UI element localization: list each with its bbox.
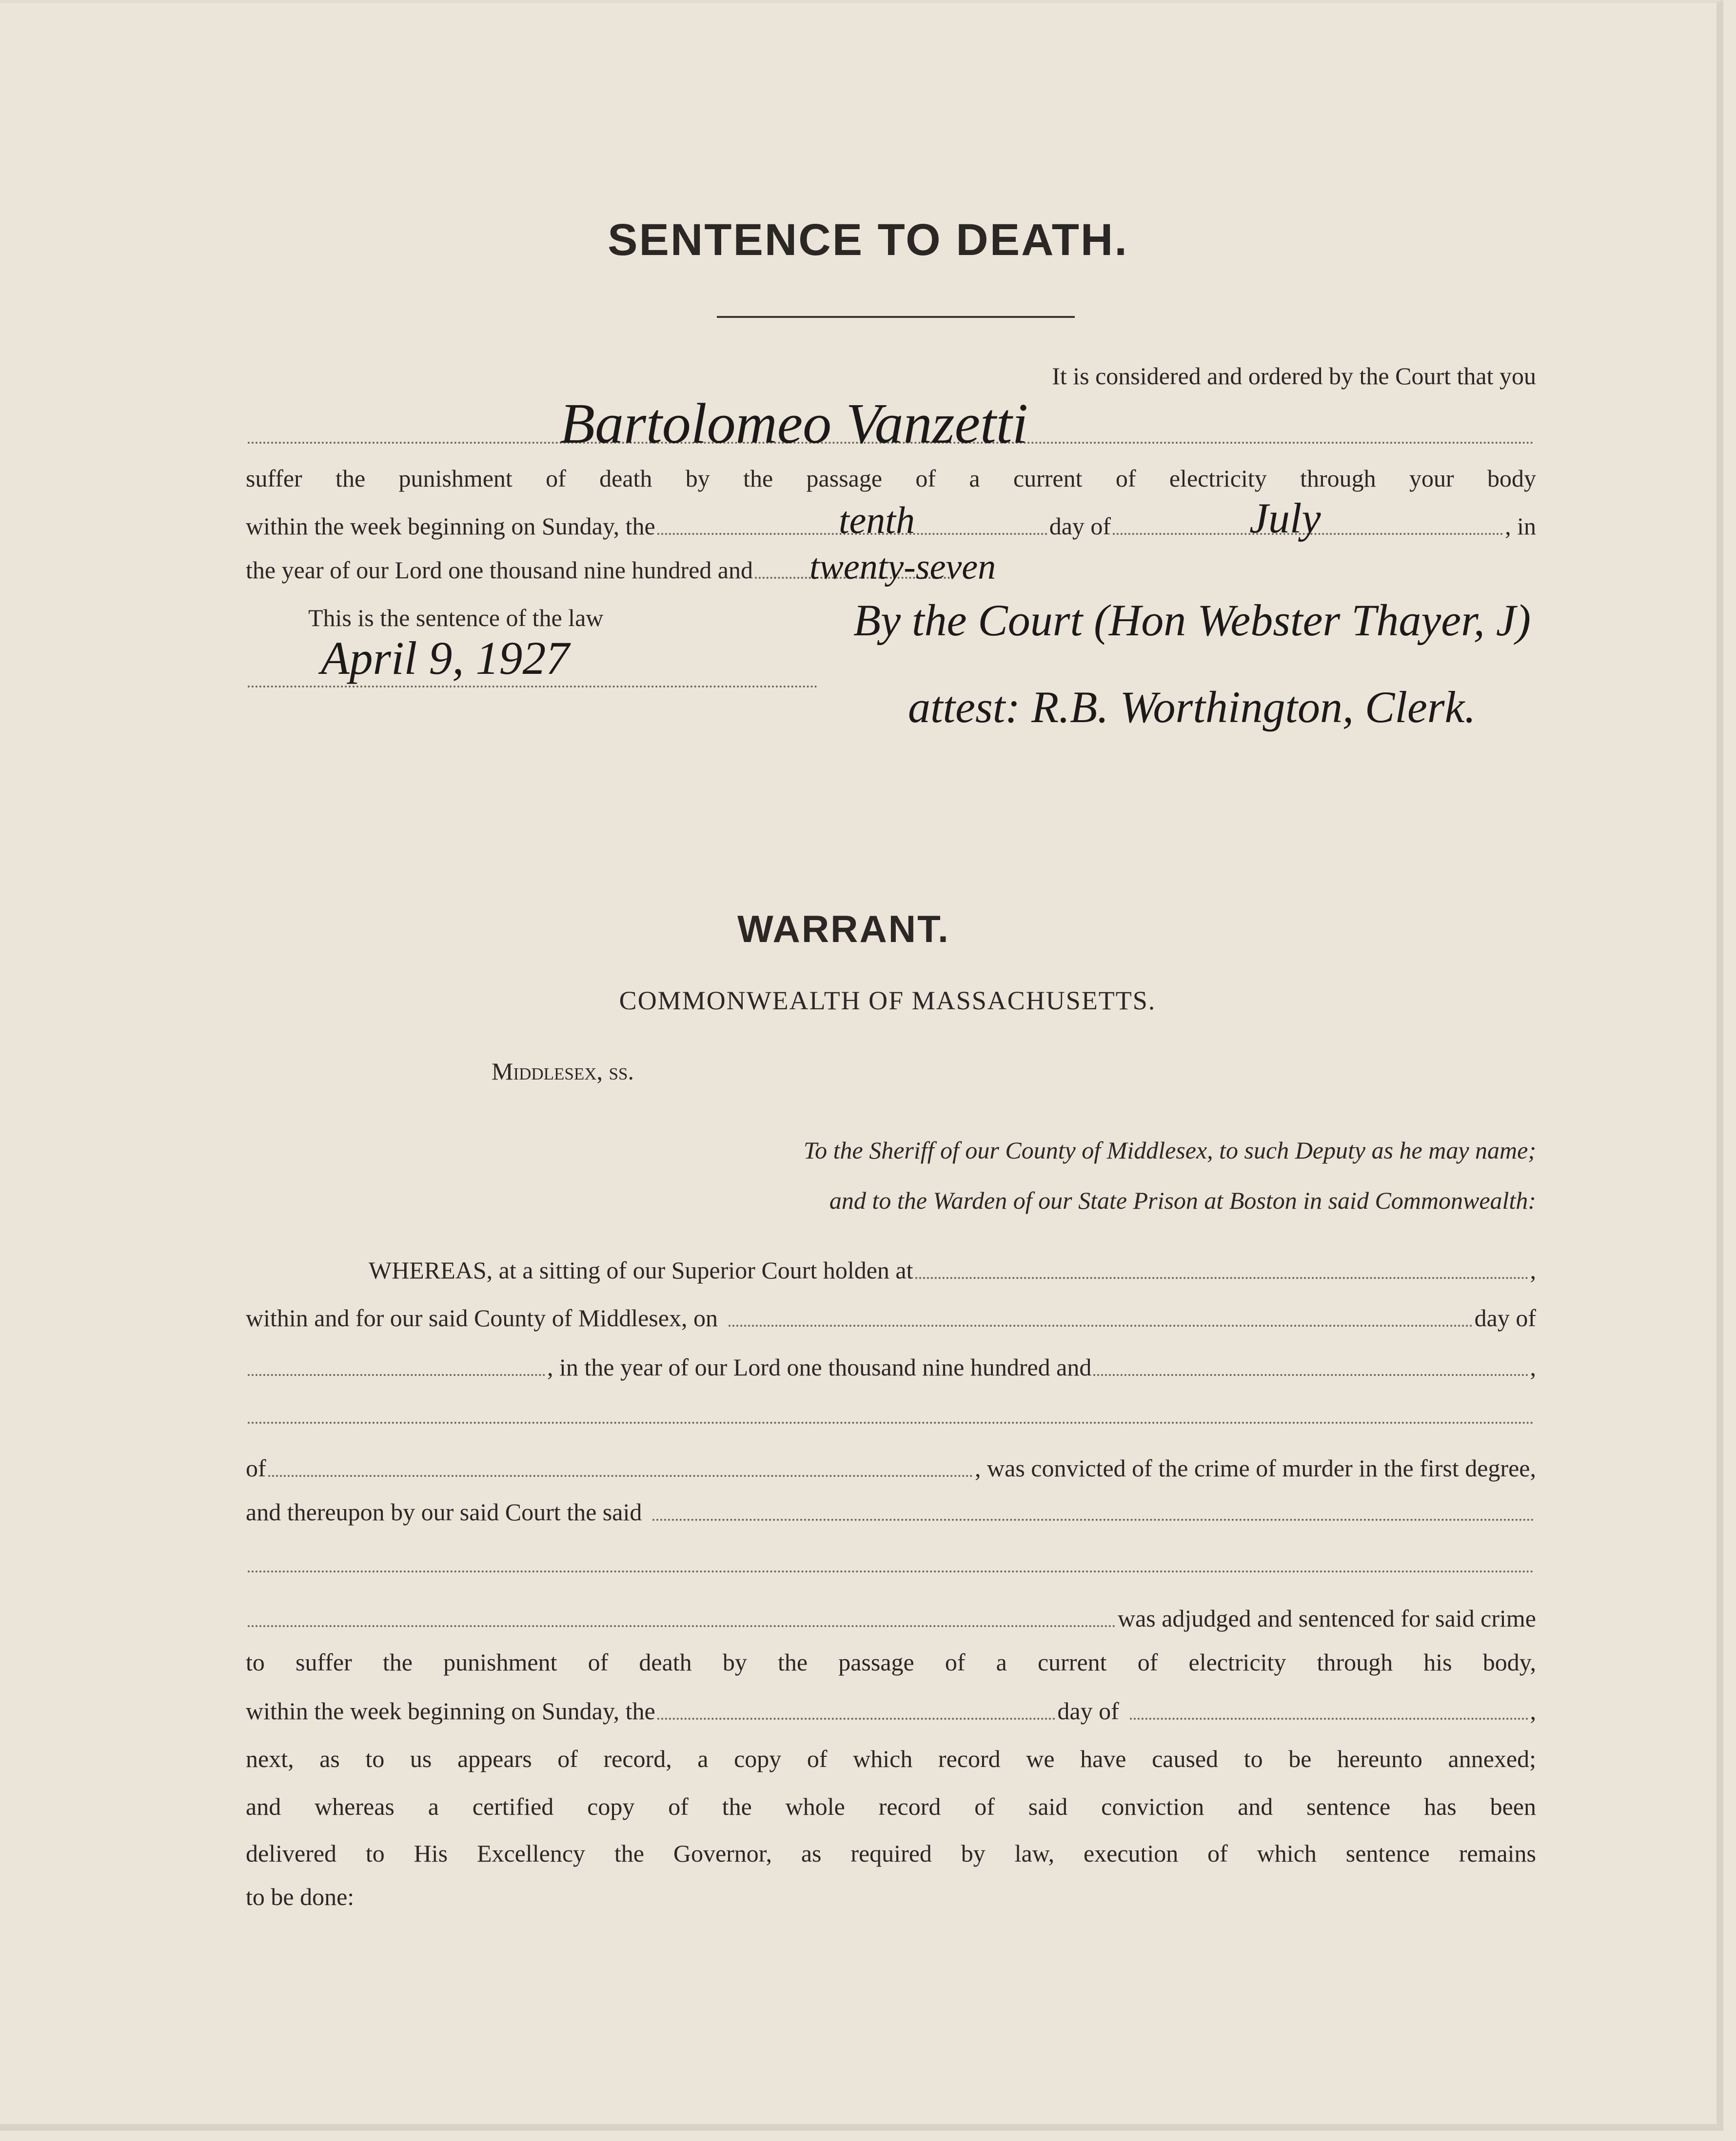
within-post: , in xyxy=(1505,512,1536,540)
within-pre: within the week beginning on Sunday, the xyxy=(246,512,655,540)
handwritten-year: twenty-seven xyxy=(809,547,996,587)
dotted-fill-line xyxy=(1093,1374,1528,1376)
address2-text: and to the Warden of our State Prison at Boston in said Commonwealth: xyxy=(829,1187,1536,1214)
intro-text: It is considered and ordered by the Court that you xyxy=(1052,362,1536,390)
sentence-intro xyxy=(246,360,1536,392)
suffer-his-line: to suffer the punishment of death by the passage of a current of electricity through his body, xyxy=(246,1649,1536,1676)
dotted-fill-line xyxy=(248,1374,545,1376)
address-line-2 xyxy=(246,1185,1536,1216)
l14-text: to be done: xyxy=(246,1883,355,1910)
l10-mid: day of xyxy=(1057,1697,1119,1725)
suffer-line: suffer the punishment of death by the passage of a current of electricity through your body xyxy=(246,465,1536,492)
dotted-fill-line xyxy=(1130,1718,1528,1720)
l2-pre: within and for our said County of Middlesex, on xyxy=(246,1304,718,1332)
thereupon-line xyxy=(246,1496,1536,1528)
address-line-1 xyxy=(246,1135,1536,1166)
dotted-fill-line xyxy=(248,686,817,687)
dotted-fill-line xyxy=(657,1718,1056,1720)
handwritten-month: July xyxy=(1249,495,1321,542)
year-blank-line xyxy=(246,1352,1536,1383)
handwritten-date: April 9, 1927 xyxy=(321,632,570,684)
dotted-fill-line xyxy=(652,1519,1534,1521)
l10-end: , xyxy=(1530,1697,1536,1725)
blank-line-1 xyxy=(246,1399,1536,1431)
whereas-line xyxy=(369,1255,1536,1286)
blank-line-2 xyxy=(246,1548,1536,1579)
l10-pre: within the week beginning on Sunday, the xyxy=(246,1697,655,1725)
handwritten-clerk-signature: attest: R.B. Worthington, Clerk. xyxy=(908,682,1476,732)
law-text: This is the sentence of the law xyxy=(308,604,604,631)
handwritten-day: tenth xyxy=(839,499,915,541)
l8-text: was adjudged and sentenced for said crime xyxy=(1117,1605,1536,1632)
sentence-title: SENTENCE TO DEATH. xyxy=(608,215,1128,265)
dotted-fill-line xyxy=(248,1571,1534,1572)
adjudged-line xyxy=(246,1603,1536,1634)
record-line: next, as to us appears of record, a copy of which record we have caused to be hereunto annexed; xyxy=(246,1745,1536,1772)
convicted-line xyxy=(246,1453,1536,1484)
warrant-title: WARRANT. xyxy=(737,907,950,950)
l3-end: , xyxy=(1530,1354,1536,1381)
dotted-fill-line xyxy=(915,1277,1528,1279)
l2-end: day of xyxy=(1474,1304,1536,1332)
year-pre: the year of our Lord one thousand nine hundred and xyxy=(246,556,753,584)
dotted-fill-line xyxy=(268,1475,973,1477)
handwritten-court-signature: By the Court (Hon Webster Thayer, J) xyxy=(853,595,1531,645)
dotted-fill-line xyxy=(248,1625,1116,1627)
county-date-line xyxy=(246,1302,1536,1334)
county-label: Middlesex, ss. xyxy=(492,1058,634,1085)
handwritten-name: Bartolomeo Vanzetti xyxy=(560,392,1028,455)
certified-line: and whereas a certified copy of the whole record of said conviction and sentence has been xyxy=(246,1793,1536,1820)
title-rule xyxy=(717,316,1075,318)
l5-post: , was convicted of the crime of murder in the first degree, xyxy=(975,1454,1536,1482)
within-mid: day of xyxy=(1049,512,1111,540)
l3-mid: , in the year of our Lord one thousand nine hundred and xyxy=(547,1354,1092,1381)
governor-line: delivered to His Excellency the Governor, as required by law, execution of which sentence remains xyxy=(246,1840,1536,1867)
done-line xyxy=(246,1881,1536,1912)
dotted-fill-line xyxy=(248,1422,1534,1424)
dotted-fill-line xyxy=(729,1325,1473,1327)
week-line xyxy=(246,1695,1536,1727)
l1-end: , xyxy=(1530,1257,1536,1284)
address1-text: To the Sheriff of our County of Middlesex, to such Deputy as he may name; xyxy=(803,1137,1536,1164)
l5-pre: of xyxy=(246,1454,266,1482)
l6-text: and thereupon by our said Court the said xyxy=(246,1498,642,1526)
commonwealth-heading: COMMONWEALTH OF MASSACHUSETTS. xyxy=(619,986,1156,1015)
l1-text: WHEREAS, at a sitting of our Superior Court holden at xyxy=(369,1257,913,1284)
